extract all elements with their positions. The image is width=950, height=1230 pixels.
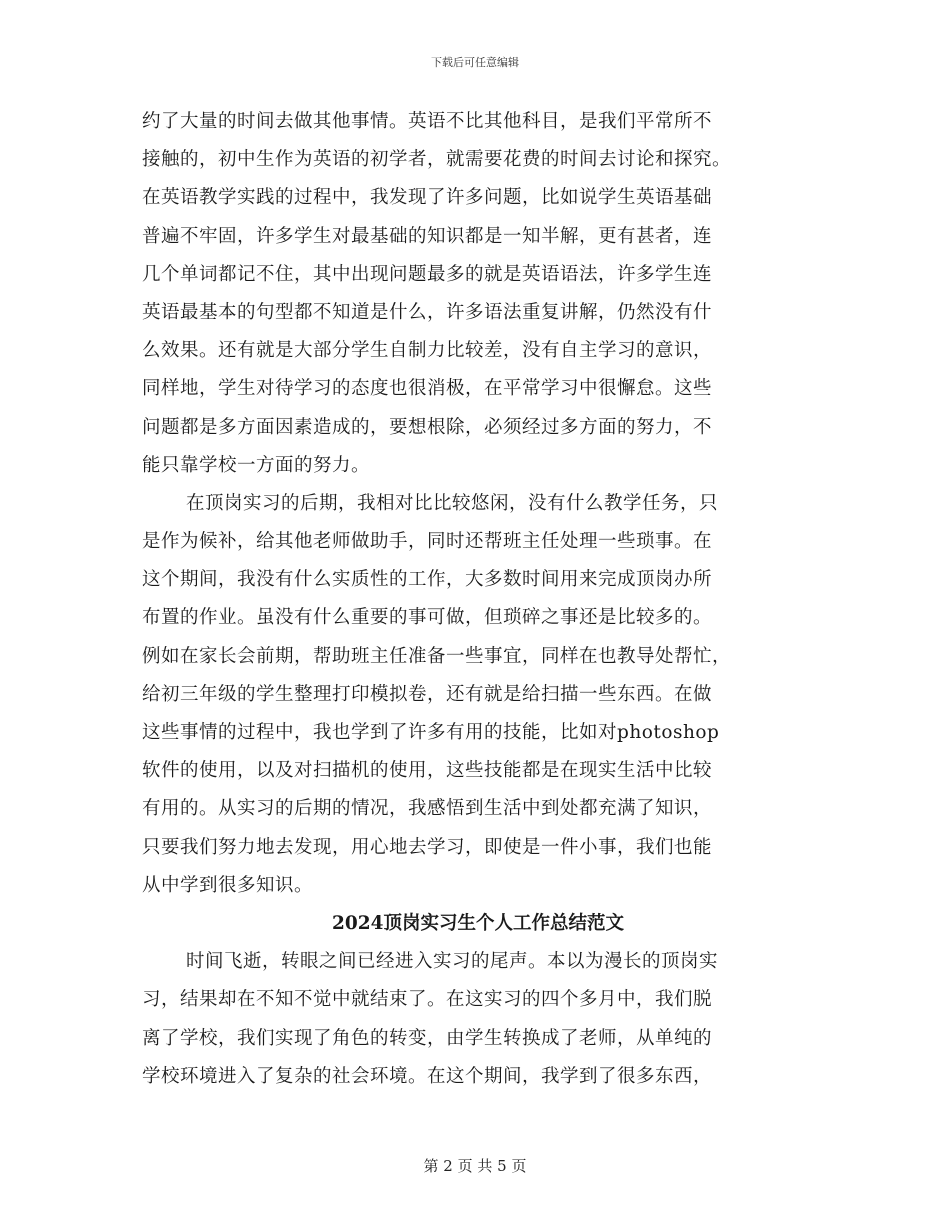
text-line: 给初三年级的学生整理打印模拟卷，还有就是给扫描一些东西。在做 xyxy=(142,683,713,705)
text-line: 接触的，初中生作为英语的初学者，就需要花费的时间去讨论和探究。 xyxy=(142,149,732,171)
section-heading: 2024顶岗实习生个人工作总结范文 xyxy=(332,912,624,934)
text-line: 英语最基本的句型都不知道是什么，许多语法重复讲解，仍然没有什 xyxy=(142,301,713,323)
text-line: 离了学校，我们实现了角色的转变，由学生转换成了老师，从单纯的 xyxy=(142,1027,713,1049)
text-line: 学校环境进入了复杂的社会环境。在这个期间，我学到了很多东西， xyxy=(142,1065,713,1087)
text-line: 普遍不牢固，许多学生对最基础的知识都是一知半解，更有甚者，连 xyxy=(142,225,713,247)
text-line: 软件的使用，以及对扫描机的使用，这些技能都是在现实生活中比较 xyxy=(142,760,713,782)
text-line: 这个期间，我没有什么实质性的工作，大多数时间用来完成顶岗办所 xyxy=(142,569,713,591)
text-line: 这些事情的过程中，我也学到了许多有用的技能，比如对photoshop xyxy=(142,722,720,743)
page-number: 第 2 页 共 5 页 xyxy=(423,1157,527,1175)
text-line: 在英语教学实践的过程中，我发现了许多问题，比如说学生英语基础 xyxy=(142,187,713,209)
text-line: 几个单词都记不住，其中出现问题最多的就是英语语法，许多学生连 xyxy=(142,263,713,285)
text-line: 布置的作业。虽没有什么重要的事可做，但琐碎之事还是比较多的。 xyxy=(142,607,713,629)
download-note: 下载后可任意编辑 xyxy=(431,56,519,69)
paragraph-start-line: 在顶岗实习的后期，我相对比比较悠闲，没有什么教学任务，只 xyxy=(186,492,719,514)
text-line: 么效果。还有就是大部分学生自制力比较差，没有自主学习的意识， xyxy=(142,340,713,362)
paragraph-start-line: 时间飞逝，转眼之间已经进入实习的尾声。本以为漫长的顶岗实 xyxy=(186,951,719,973)
text-line: 例如在家长会前期，帮助班主任准备一些事宜，同样在也教导处帮忙， xyxy=(142,645,732,667)
text-line: 只要我们努力地去发现，用心地去学习，即使是一件小事，我们也能 xyxy=(142,836,713,858)
text-line: 约了大量的时间去做其他事情。英语不比其他科目，是我们平常所不 xyxy=(142,111,713,132)
text-line: 从中学到很多知识。 xyxy=(142,874,314,896)
text-line: 习，结果却在不知不觉中就结束了。在这实习的四个多月中，我们脱 xyxy=(142,989,713,1011)
text-line: 问题都是多方面因素造成的，要想根除，必须经过多方面的努力，不 xyxy=(142,416,713,438)
text-line: 是作为候补，给其他老师做助手，同时还帮班主任处理一些琐事。在 xyxy=(142,531,713,553)
text-line: 有用的。从实习的后期的情况，我感悟到生活中到处都充满了知识， xyxy=(142,798,713,820)
document-body xyxy=(142,103,802,1096)
text-line: 同样地，学生对待学习的态度也很消极，在平常学习中很懈怠。这些 xyxy=(142,378,713,400)
text-line: 能只靠学校一方面的努力。 xyxy=(142,454,371,476)
